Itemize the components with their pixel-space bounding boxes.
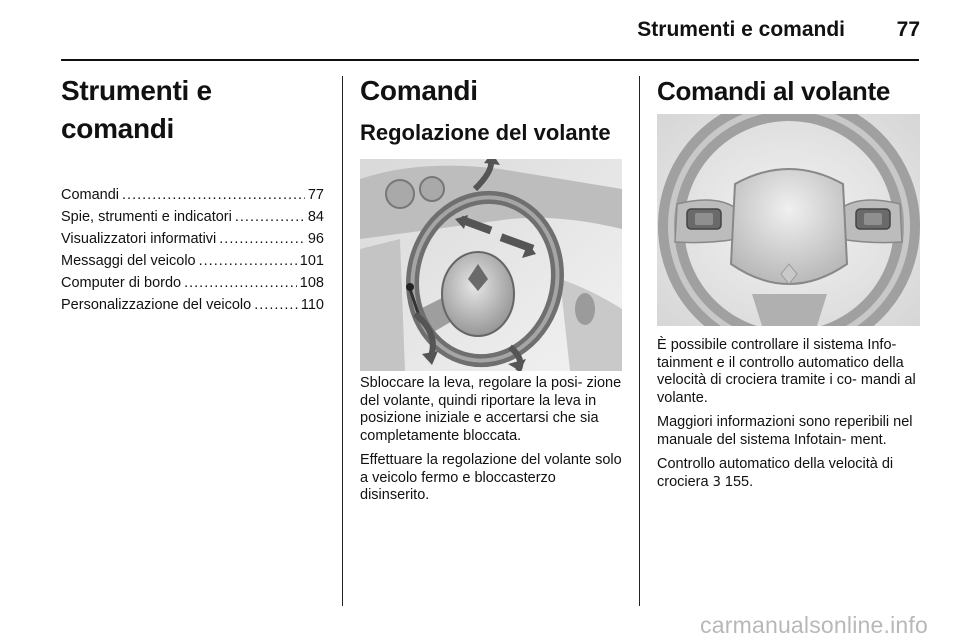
- toc-entry-label: Spie, strumenti e indicatori: [61, 209, 232, 225]
- toc-entry[interactable]: [61, 250, 324, 272]
- page-number: 77: [896, 18, 920, 41]
- toc-entry[interactable]: [61, 294, 324, 316]
- toc-entry[interactable]: [61, 228, 324, 250]
- section-title: Comandi al volante: [657, 76, 890, 106]
- toc-column: [61, 72, 324, 316]
- crossref-page[interactable]: 155.: [724, 473, 754, 490]
- running-header-title: Strumenti e comandi: [637, 18, 845, 41]
- toc-entry-label: Messaggi del veicolo: [61, 253, 196, 269]
- paragraph: È possibile controllare il sistema Info- tainment e il controllo automatico della velocità di crociera tramite i co- mandi al volante.: [657, 337, 916, 406]
- toc-entry-page: 84: [307, 209, 324, 225]
- steering-adjustment-illustration: [360, 159, 622, 371]
- toc-entry-page: 101: [299, 253, 324, 269]
- header-rule: [61, 59, 919, 61]
- toc-entry-page: 77: [307, 187, 324, 203]
- column-divider-1: [342, 76, 343, 606]
- toc-entry[interactable]: [61, 272, 324, 294]
- paragraph: Sbloccare la leva, regolare la posi- zione del volante, quindi riportare la leva in posizione iniziale e accertarsi che sia completamente bloccata.: [360, 375, 622, 444]
- page-reference-arrow-icon: 3: [712, 474, 721, 490]
- toc-entry-page: 96: [307, 231, 324, 247]
- subsection-title: Regolazione del volante: [360, 120, 611, 145]
- steering-controls-text: [657, 337, 920, 498]
- steering-wheel-controls-illustration: [657, 114, 920, 326]
- crossref-text: Controllo automatico della velocità di crociera: [657, 456, 894, 490]
- toc-entry[interactable]: [61, 184, 324, 206]
- steering-adjustment-text: [360, 375, 622, 512]
- toc-entry[interactable]: [61, 206, 324, 228]
- steering-controls-column: [657, 72, 920, 490]
- paragraph: Effettuare la regolazione del volante solo a veicolo fermo e bloccasterzo disinserito.: [360, 452, 622, 503]
- toc-leader-dots: [122, 184, 305, 206]
- toc-entry-label: Comandi: [61, 187, 120, 203]
- chapter-title: Strumenti e comandi: [61, 75, 212, 144]
- toc-entry-label: Computer di bordo: [61, 275, 182, 291]
- toc-entry-label: Personalizzazione del veicolo: [61, 297, 252, 313]
- steering-adjustment-column: [360, 72, 622, 503]
- crossref-paragraph: [657, 456, 920, 491]
- toc-leader-dots: [219, 228, 305, 250]
- paragraph: Maggiori informazioni sono reperibili nel manuale del sistema Infotain- ment.: [657, 414, 913, 448]
- toc-leader-dots: [254, 294, 298, 316]
- section-title: Comandi: [360, 75, 478, 106]
- toc-leader-dots: [184, 272, 297, 294]
- watermark: carmanualsonline.info: [700, 612, 928, 638]
- table-of-contents: [61, 184, 324, 316]
- toc-entry-page: 110: [300, 297, 324, 313]
- toc-entry-label: Visualizzatori informativi: [61, 231, 217, 247]
- toc-leader-dots: [199, 250, 297, 272]
- toc-entry-page: 108: [299, 275, 324, 291]
- toc-leader-dots: [235, 206, 305, 228]
- column-divider-2: [639, 76, 640, 606]
